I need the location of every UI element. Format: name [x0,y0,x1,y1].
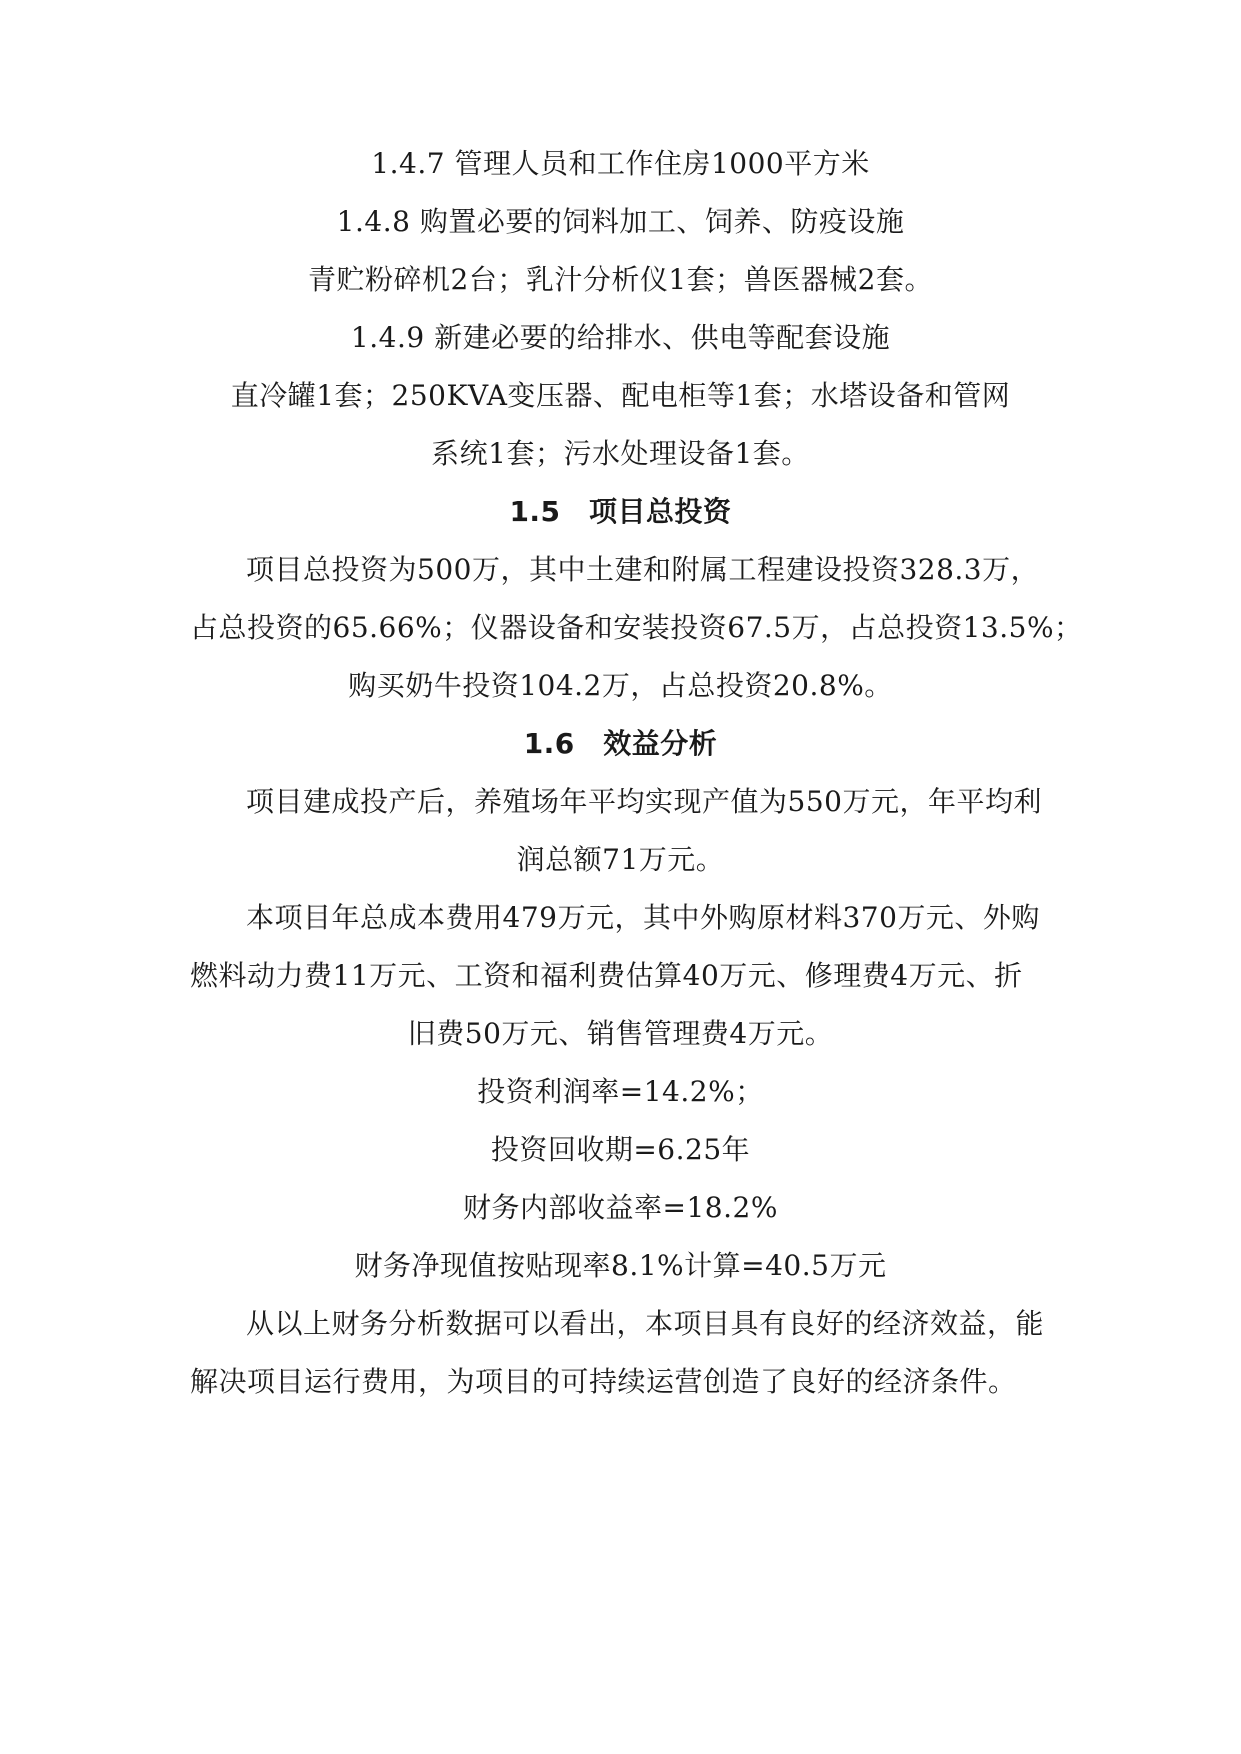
investment-paragraph-line3: 购买奶牛投资104.2万，占总投资20.8%。 [348,669,893,702]
metric-payback-period: 投资回收期=6.25年 [490,1133,751,1166]
investment-paragraph-line2: 占总投资的65.66%；仪器设备和安装投资67.5万，占总投资13.5%； [190,611,1083,644]
section-1-4-9-body-line2: 系统1套；污水处理设备1套。 [431,437,810,470]
section-1-4-9-title: 1.4.9 新建必要的给排水、供电等配套设施 [350,321,891,354]
benefit-paragraph2-line2: 燃料动力费11万元、工资和福利费估算40万元、修理费4万元、折 [190,959,1023,992]
benefit-paragraph1-line1: 项目建成投产后，养殖场年平均实现产值为550万元，年平均利 [246,785,1042,818]
conclusion-line2: 解决项目运行费用，为项目的可持续运营创造了良好的经济条件。 [190,1365,1017,1398]
heading-1-6: 1.6 效益分析 [523,727,718,760]
investment-paragraph-line1: 项目总投资为500万，其中土建和附属工程建设投资328.3万， [246,553,1040,586]
benefit-paragraph2-line3: 旧费50万元、销售管理费4万元。 [407,1017,834,1050]
heading-1-5: 1.5 项目总投资 [509,495,732,528]
benefit-paragraph2-line1: 本项目年总成本费用479万元，其中外购原材料370万元、外购 [246,901,1040,934]
benefit-paragraph1-line2: 润总额71万元。 [516,843,725,876]
section-1-4-8-body: 青贮粉碎机2台；乳汁分析仪1套；兽医器械2套。 [308,263,933,296]
section-1-4-8-title: 1.4.8 购置必要的饲料加工、饲养、防疫设施 [336,205,905,238]
section-1-4-9-body-line1: 直冷罐1套；250KVA变压器、配电柜等1套；水塔设备和管网 [230,379,1011,412]
metric-profit-rate: 投资利润率=14.2%； [477,1075,764,1108]
section-1-4-7: 1.4.7 管理人员和工作住房1000平方米 [371,147,870,180]
metric-npv: 财务净现值按贴现率8.1%计算=40.5万元 [354,1249,887,1282]
conclusion-line1: 从以上财务分析数据可以看出，本项目具有良好的经济效益，能 [246,1307,1045,1340]
metric-irr: 财务内部收益率=18.2% [463,1191,778,1224]
